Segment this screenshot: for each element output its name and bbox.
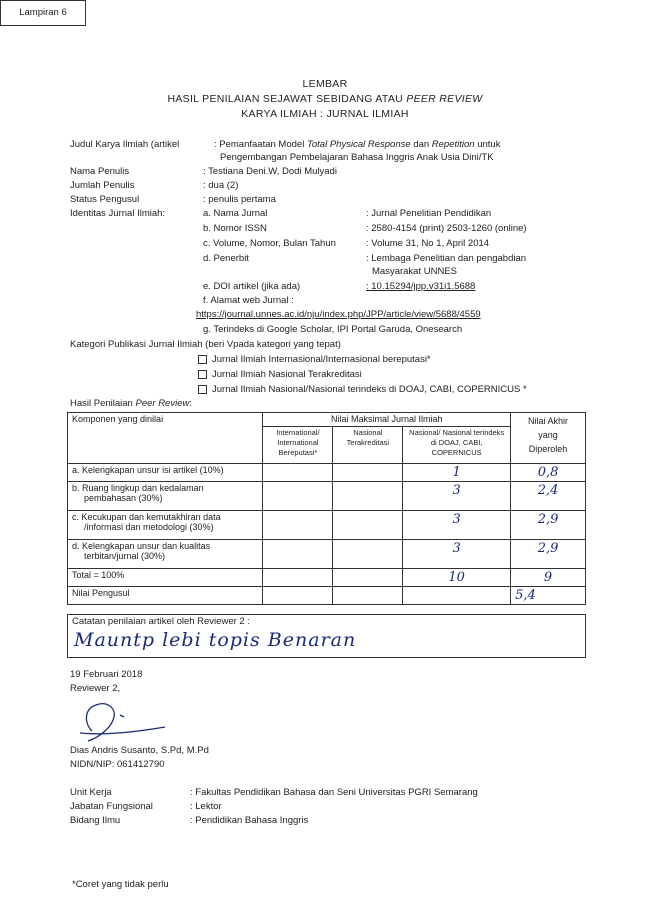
judul-label: Judul Karya Ilmiah (artikel <box>70 139 180 150</box>
judul-line-2: Pengembangan Pembelajaran Bahasa Inggris Anak Usia Dini/TK <box>220 152 494 163</box>
kategori-option-1[interactable] <box>198 354 431 365</box>
maks-cell: 3 <box>403 482 511 511</box>
judul-1d: Repetition <box>431 139 475 150</box>
title-line-2 <box>0 93 650 105</box>
empty-cell <box>333 569 403 587</box>
identitas-label: Identitas Jurnal Ilmiah: <box>70 208 166 219</box>
komponen-cell <box>68 464 263 482</box>
kategori-option-2-label: Jurnal Ilmiah Nasional Terakreditasi <box>212 369 362 380</box>
table-row <box>68 464 586 482</box>
header-nilai-akhir-3: Diperoleh <box>528 444 568 454</box>
judul-1b: Total Physical Response <box>306 139 411 150</box>
judul-1e: untuk <box>477 139 501 150</box>
reviewer-nidn: NIDN/NIP: 061412790 <box>70 759 165 770</box>
footnote: *Coret yang tidak perlu <box>72 879 169 890</box>
volume-value: : Volume 31, No 1, April 2014 <box>366 238 490 249</box>
catatan-box <box>67 614 586 658</box>
empty-cell <box>263 464 333 482</box>
table-row <box>68 540 586 569</box>
signature-icon <box>70 695 180 745</box>
akhir-cell: 2,9 <box>511 511 586 540</box>
issn-label: b. Nomor ISSN <box>203 223 267 234</box>
title-line-1: LEMBAR <box>302 78 348 90</box>
kategori-label: Kategori Publikasi Jurnal Ilmiah (beri Vpada kategori yang tepat) <box>70 339 341 350</box>
title-line-3: KARYA ILMIAH : JURNAL ILMIAH <box>241 108 409 120</box>
hasil-label-suffix: : <box>189 398 192 409</box>
penilaian-table <box>67 412 586 605</box>
checkbox-icon[interactable] <box>198 385 207 394</box>
komponen-text: c. Kecukupan dan kemutakhiran data <box>72 512 221 522</box>
komponen-text-2: /informasi dan metodologi (30%) <box>84 522 214 532</box>
akhir-cell: 0,8 <box>511 464 586 482</box>
reviewer-name: Dias Andris Susanto, S.Pd, M.Pd <box>70 745 209 756</box>
empty-cell <box>333 511 403 540</box>
komponen-cell <box>68 511 263 540</box>
penulis-value: : Testiana Deni.W, Dodi Mulyadi <box>203 166 337 177</box>
jabatan-value: : Lektor <box>190 801 222 812</box>
komponen-cell <box>68 540 263 569</box>
status-label: Status Pengusul <box>70 194 140 205</box>
bidang-value: : Pendidikan Bahasa Inggris <box>190 815 309 826</box>
checkbox-icon[interactable] <box>198 355 207 364</box>
hasil-label-italic: Peer Review <box>135 398 190 409</box>
header-nasional-terindeks: Nasional/ Nasional terindeks di DOAJ, CABI, COPERNICUS <box>403 427 511 464</box>
header-nilai-akhir <box>511 413 586 464</box>
penerbit-label: d. Penerbit <box>203 253 249 264</box>
header-international: International/ International Bereputasi* <box>263 427 333 464</box>
catatan-handwriting: Mauntp lebi topis Benaran <box>74 629 357 651</box>
total-maks: 10 <box>403 569 511 587</box>
header-nilai-akhir-1: Nilai Akhir <box>528 416 569 426</box>
empty-cell <box>333 482 403 511</box>
kategori-option-1-label: Jurnal Ilmiah Internasional/Internasional bereputasi* <box>212 354 431 365</box>
empty-cell <box>333 587 403 605</box>
kategori-option-3-label: Jurnal Ilmiah Nasional/Nasional terindeks di DOAJ, CABI, COPERNICUS * <box>212 384 527 395</box>
hasil-label <box>70 398 192 409</box>
header-nilai-akhir-2: yang <box>538 430 558 440</box>
judul-line-1 <box>214 139 500 150</box>
table-row-total <box>68 569 586 587</box>
komponen-cell <box>68 482 263 511</box>
total-akhir: 9 <box>511 569 586 587</box>
table-row <box>68 482 586 511</box>
empty-cell <box>263 482 333 511</box>
penerbit-value-1: : Lembaga Penelitian dan pengabdian <box>366 253 527 264</box>
status-value: : penulis pertama <box>203 194 276 205</box>
header-nasional-akreditasi: Nasional Terakreditasi <box>333 427 403 464</box>
penerbit-value-2: Masyarakat UNNES <box>372 266 457 277</box>
komponen-text-2: terbitan/jurnal (30%) <box>84 551 166 561</box>
nama-jurnal-value: : Jurnal Penelitian Pendidikan <box>366 208 492 219</box>
header-komponen: Komponen yang dinilai <box>68 413 263 464</box>
title-line-2-italic: PEER REVIEW <box>406 93 483 105</box>
lampiran-label: Lampiran 6 <box>19 7 67 18</box>
empty-cell <box>333 464 403 482</box>
web-url-link[interactable]: https://journal.unnes.ac.id/nju/index.php/JPP/article/view/5688/4559 <box>196 309 481 320</box>
bidang-label: Bidang Ilmu <box>70 815 121 826</box>
akhir-cell: 2,4 <box>511 482 586 511</box>
header-nilai-maks: Nilai Maksimal Jurnal Ilmiah <box>263 413 511 427</box>
doi-label: e. DOI artikel (jika ada) <box>203 281 301 292</box>
terindeks-label: g. Terindeks di Google Scholar, IPI Portal Garuda, Onesearch <box>203 324 463 335</box>
kategori-option-3[interactable] <box>198 384 527 395</box>
judul-1a: : Pemanfaatan Model <box>214 139 305 150</box>
issn-value: : 2580-4154 (print) 2503-1260 (online) <box>366 223 527 234</box>
jabatan-label: Jabatan Fungsional <box>70 801 153 812</box>
kategori-option-2[interactable] <box>198 369 362 380</box>
pengusul-akhir: 5,4 <box>511 587 586 605</box>
volume-label: c. Volume, Nomor, Bulan Tahun <box>203 238 336 249</box>
doi-value[interactable]: : 10.15294/jpp.v31i1.5688 <box>366 281 476 292</box>
date: 19 Februari 2018 <box>70 669 143 680</box>
komponen-text-2: pembahasan (30%) <box>84 493 163 503</box>
jumlah-value: : dua (2) <box>203 180 239 191</box>
table-row-pengusul <box>68 587 586 605</box>
akhir-cell: 2,9 <box>511 540 586 569</box>
total-label: Total = 100% <box>68 569 263 587</box>
title-line-2-prefix: HASIL PENILAIAN SEJAWAT SEBIDANG ATAU <box>167 93 404 105</box>
empty-cell <box>263 569 333 587</box>
pengusul-label: Nilai Pengusul <box>68 587 263 605</box>
judul-1c: dan <box>413 139 430 150</box>
unit-value: : Fakultas Pendidikan Bahasa dan Seni Universitas PGRI Semarang <box>190 787 478 798</box>
penulis-label: Nama Penulis <box>70 166 130 177</box>
catatan-label: Catatan penilaian artikel oleh Reviewer 2 : <box>72 616 250 627</box>
komponen-text: b. Ruang lingkup dan kedalaman <box>72 483 204 493</box>
unit-label: Unit Kerja <box>70 787 112 798</box>
maks-cell: 3 <box>403 540 511 569</box>
checkbox-icon[interactable] <box>198 370 207 379</box>
komponen-text: d. Kelengkapan unsur dan kualitas <box>72 541 211 551</box>
web-label: f. Alamat web Jurnal : <box>203 295 294 306</box>
komponen-text: a. Kelengkapan unsur isi artikel (10%) <box>72 465 224 475</box>
empty-cell <box>333 540 403 569</box>
maks-cell: 3 <box>403 511 511 540</box>
lampiran-box <box>0 0 86 26</box>
empty-cell <box>263 511 333 540</box>
empty-cell <box>263 587 333 605</box>
maks-cell: 1 <box>403 464 511 482</box>
jumlah-label: Jumlah Penulis <box>70 180 135 191</box>
nama-jurnal-label: a. Nama Jurnal <box>203 208 268 219</box>
reviewer-label: Reviewer 2, <box>70 683 121 694</box>
empty-cell <box>403 587 511 605</box>
empty-cell <box>263 540 333 569</box>
table-row <box>68 511 586 540</box>
hasil-label-prefix: Hasil Penilaian <box>70 398 133 409</box>
